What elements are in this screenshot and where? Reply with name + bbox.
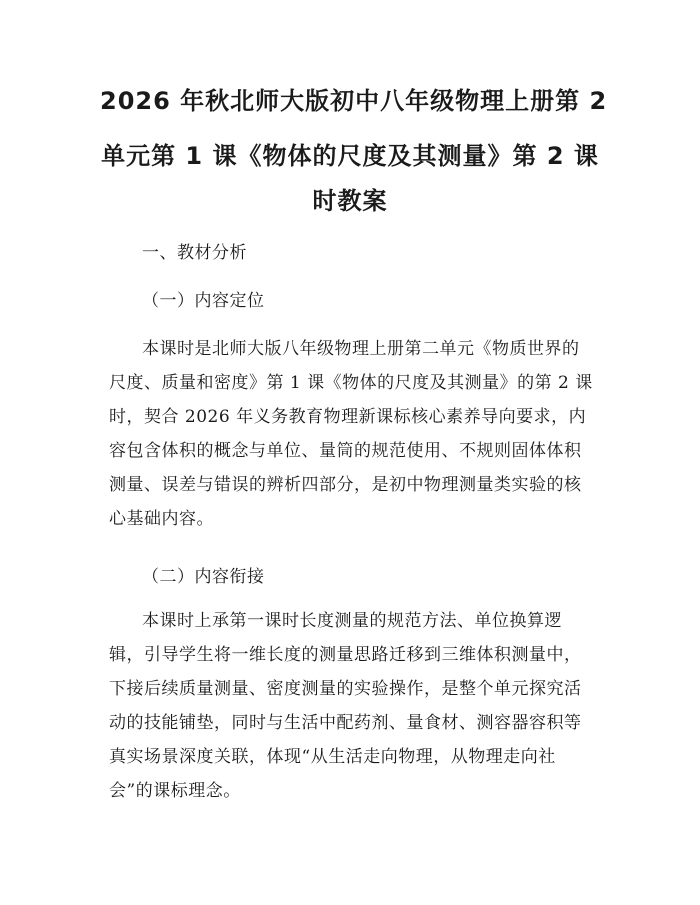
subsection-heading-content-positioning: （一）内容定位 bbox=[142, 291, 265, 311]
paragraph-1-line-5: 测量、误差与错误的辨析四部分，是初中物理测量类实验的核 bbox=[109, 475, 582, 495]
section-heading-textbook-analysis: 一、教材分析 bbox=[142, 243, 247, 263]
paragraph-2-line-4: 动的技能铺垫，同时与生活中配药剂、量食材、测容器容积等 bbox=[109, 713, 582, 733]
paragraph-1-line-6: 心基础内容。 bbox=[109, 509, 214, 529]
paragraph-2-line-3: 下接后续质量测量、密度测量的实验操作，是整个单元探究活 bbox=[109, 679, 582, 699]
document-title-line-3: 时教案 bbox=[312, 187, 388, 215]
paragraph-1-line-2: 尺度、质量和密度》第 1 课《物体的尺度及其测量》的第 2 课 bbox=[109, 373, 593, 393]
paragraph-1-line-1: 本课时是北师大版八年级物理上册第二单元《物质世界的 bbox=[142, 339, 580, 359]
document-title-line-2: 单元第 1 课《物体的尺度及其测量》第 2 课 bbox=[101, 142, 599, 170]
paragraph-1-line-4: 容包含体积的概念与单位、量筒的规范使用、不规则固体体积 bbox=[109, 441, 582, 461]
paragraph-2-line-5: 真实场景深度关联，体现“从生活走向物理，从物理走向社 bbox=[109, 747, 556, 767]
paragraph-2-line-1: 本课时上承第一课时长度测量的规范方法、单位换算逻 bbox=[142, 611, 562, 631]
paragraph-1-line-3: 时，契合 2026 年义务教育物理新课标核心素养导向要求，内 bbox=[109, 407, 587, 427]
subsection-heading-content-connection: （二）内容衔接 bbox=[142, 567, 265, 587]
paragraph-2-line-2: 辑，引导学生将一维长度的测量思路迁移到三维体积测量中， bbox=[109, 645, 582, 665]
paragraph-2-line-6: 会”的课标理念。 bbox=[109, 781, 241, 801]
document-title-line-1: 2026 年秋北师大版初中八年级物理上册第 2 bbox=[100, 87, 608, 115]
